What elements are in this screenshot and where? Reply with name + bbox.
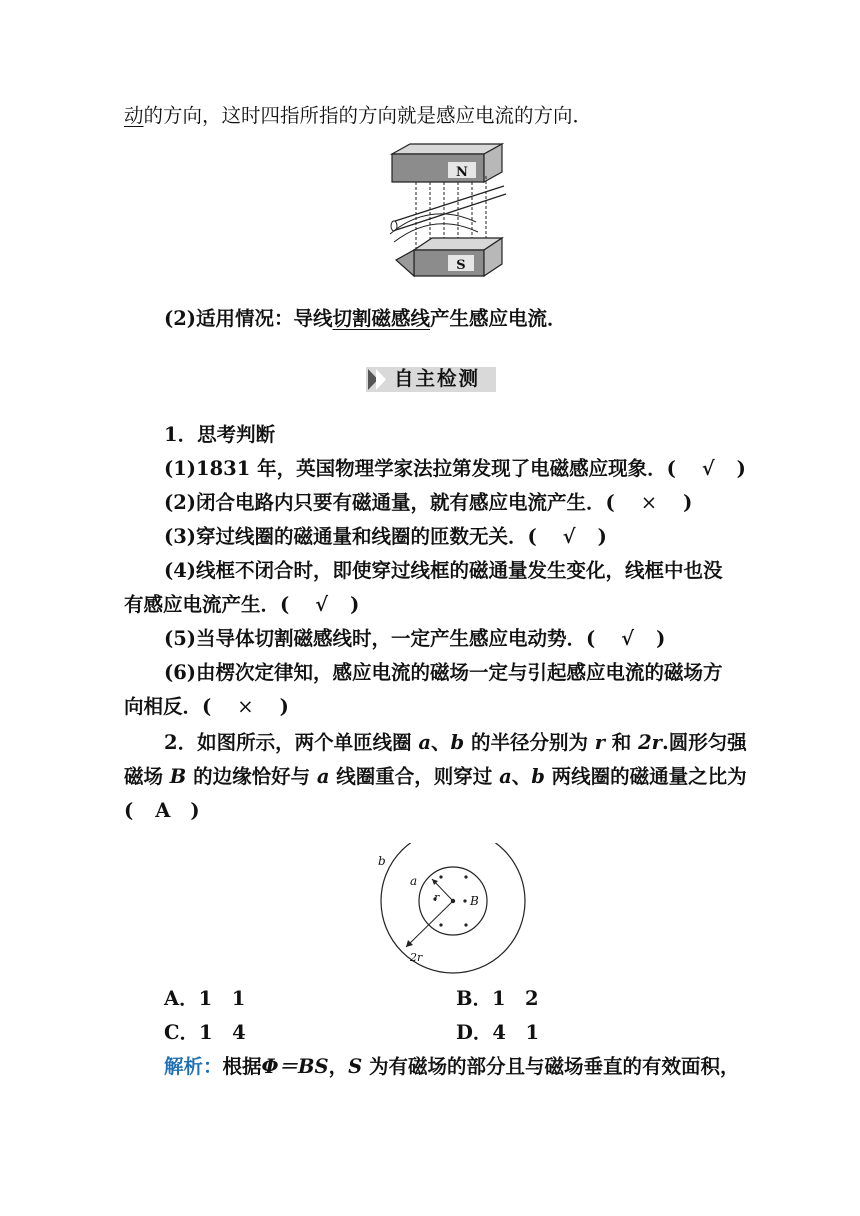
q1-item-2: (2)闭合电路内只要有磁通量，就有感应电流产生．( × ): [164, 491, 693, 514]
label-field-B: B: [470, 894, 479, 908]
north-label: N: [456, 165, 468, 180]
q1-item-1: (1)1831 年，英国物理学家法拉第发现了电磁感应现象．( √ ): [164, 457, 746, 480]
q2-answer: ( A ): [124, 799, 200, 822]
q1-item-4-cont: 有感应电流产生．( √ ): [124, 593, 360, 616]
analysis-label: 解析：: [164, 1055, 223, 1078]
q2-line-2: 磁场 B 的边缘恰好与 a 线圈重合，则穿过 a、b 两线圈的磁通量之比为: [124, 765, 747, 788]
q1-item-3: (3)穿过线圈的磁通量和线圈的匝数无关．( √ ): [164, 525, 607, 548]
usage-prefix: (2)适用情况：导线: [164, 307, 333, 330]
label-b: b: [378, 854, 386, 868]
label-r: r: [434, 891, 440, 904]
magnet-conductor-figure: [386, 142, 510, 294]
q1-item-4: (4)线框不闭合时，即使穿过线框的磁通量发生变化，线框中也没: [164, 559, 723, 582]
q1-heading: 1．思考判断: [164, 423, 276, 446]
q1-item-6-cont: 向相反．( × ): [124, 695, 289, 718]
usage-line: [164, 306, 567, 332]
analysis-line: 解析：根据Φ＝BS，S 为有磁场的部分且与磁场垂直的有效面积，: [164, 1055, 740, 1078]
check-mark: √: [562, 525, 576, 548]
label-a: a: [410, 874, 418, 888]
q1-item-5: (5)当导体切割磁感线时，一定产生感应电动势．( √ ): [164, 627, 666, 650]
option-b: B．1 2: [456, 987, 539, 1010]
cross-mark: ×: [640, 491, 658, 514]
intro-text: 的方向，这时四指所指的方向就是感应电流的方向．: [143, 104, 593, 127]
cross-mark: ×: [237, 695, 254, 718]
usage-underlined: 切割磁感线: [332, 307, 431, 330]
q1-item-6: (6)由楞次定律知，感应电流的磁场一定与引起感应电流的磁场方: [164, 661, 723, 684]
formula: Φ＝BS: [261, 1055, 329, 1078]
option-a: A．1 1: [164, 987, 246, 1010]
coils-figure: [362, 843, 532, 977]
intro-line: [124, 103, 592, 129]
option-c: C．1 4: [164, 1021, 246, 1044]
answer-letter: A: [155, 799, 171, 822]
check-mark: √: [315, 593, 329, 616]
option-d: D．4 1: [456, 1021, 540, 1044]
section-title: 自主检测: [394, 367, 481, 390]
check-mark: √: [701, 457, 715, 480]
coil-b: [381, 843, 525, 973]
usage-suffix: 产生感应电流．: [430, 307, 567, 330]
q2-line-1: 2．如图所示，两个单匝线圈 a、b 的半径分别为 r 和 2r.圆形匀强: [164, 731, 747, 754]
check-mark: √: [621, 627, 635, 650]
intro-underlined: 动: [124, 104, 144, 127]
label-2r: 2r: [410, 951, 423, 964]
south-label: S: [456, 258, 466, 273]
